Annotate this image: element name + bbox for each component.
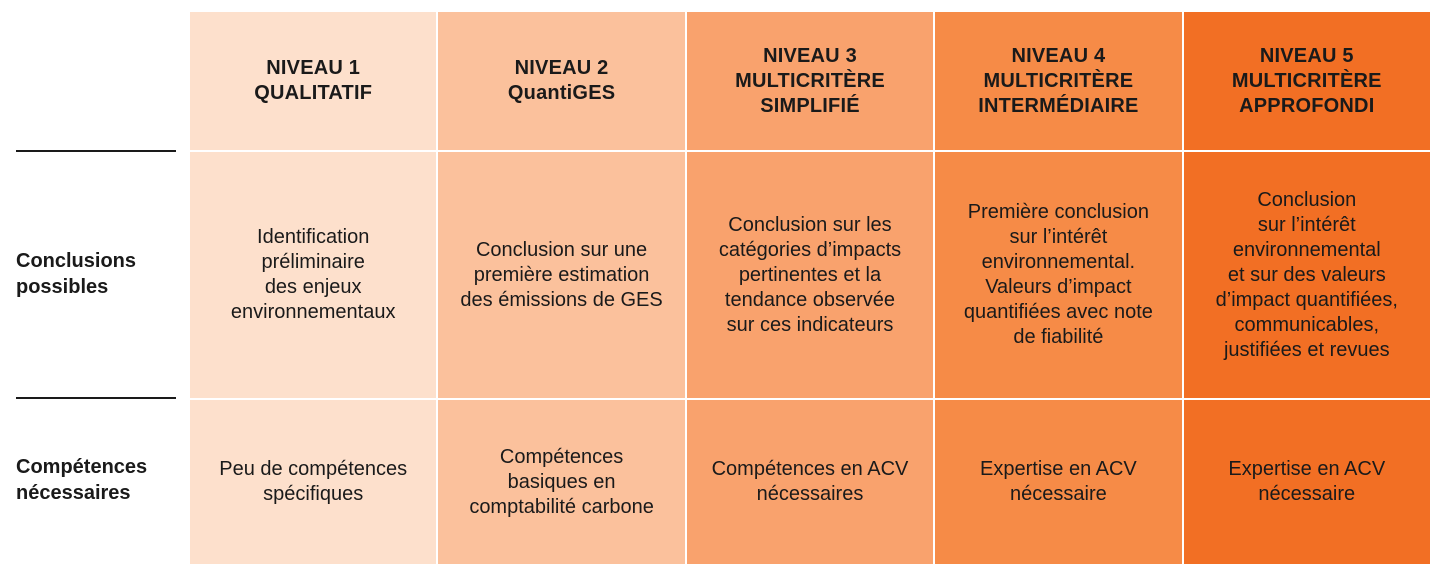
level-1-competence: Peu de compétences spécifiques	[190, 400, 436, 564]
level-4-competence: Expertise en ACV nécessaire	[935, 400, 1181, 564]
level-3-conclusion: Conclusion sur les catégories d’impacts pertinentes et la tendance observée sur ces indicateurs	[687, 152, 933, 398]
level-2-header: NIVEAU 2 QuantiGES	[438, 12, 684, 150]
level-5-header: NIVEAU 5 MULTICRITÈRE APPROFONDI	[1184, 12, 1430, 150]
levels-table	[190, 12, 1430, 560]
row-label-conclusions: Conclusions possibles	[16, 250, 137, 298]
row-divider-conclusions	[16, 150, 176, 152]
level-5-competence: Expertise en ACV nécessaire	[1184, 400, 1430, 564]
level-3-competence: Compétences en ACV nécessaires	[687, 400, 933, 564]
level-4-conclusion: Première conclusion sur l’intérêt environnemental. Valeurs d’impact quantifiées avec note de fiabilité	[935, 152, 1181, 398]
level-1-header: NIVEAU 1 QUALITATIF	[190, 12, 436, 150]
row-divider-competences	[16, 397, 176, 399]
level-4-header: NIVEAU 4 MULTICRITÈRE INTERMÉDIAIRE	[935, 12, 1181, 150]
level-2-competence: Compétences basiques en comptabilité carbone	[438, 400, 684, 564]
level-1-conclusion: Identification préliminaire des enjeux environnementaux	[190, 152, 436, 398]
level-5-conclusion: Conclusion sur l’intérêt environnemental et sur des valeurs d’impact quantifiées, communicables, justifiées et revues	[1184, 152, 1430, 398]
level-2-conclusion: Conclusion sur une première estimation des émissions de GES	[438, 152, 684, 398]
row-label-competences: Compétences nécessaires	[16, 456, 148, 504]
level-3-header: NIVEAU 3 MULTICRITÈRE SIMPLIFIÉ	[687, 12, 933, 150]
